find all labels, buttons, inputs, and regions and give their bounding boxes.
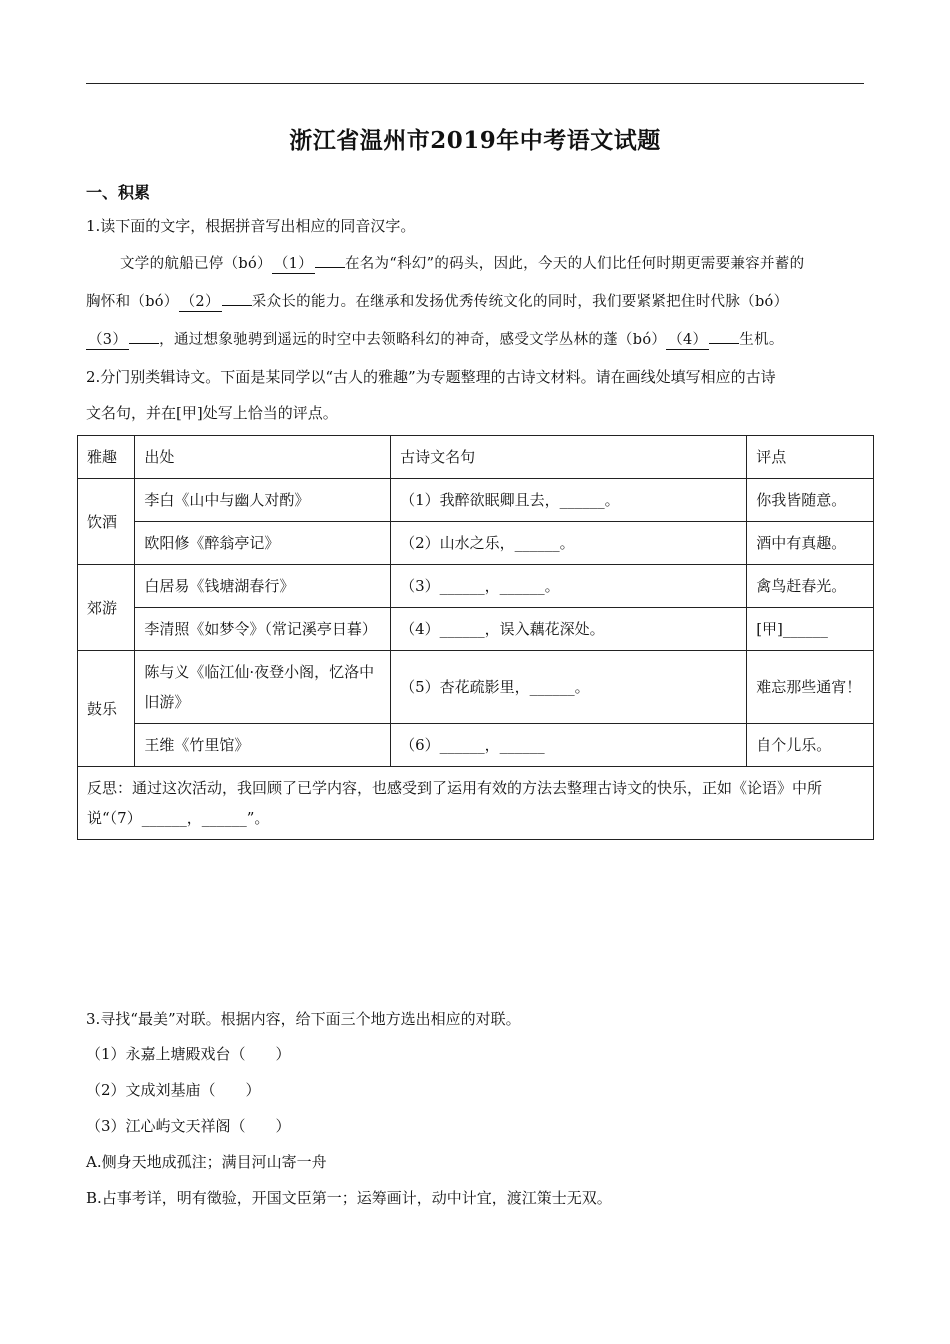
source-cell: 李白《山中与幽人对酌》 <box>135 479 391 522</box>
q3-item: （2）文成刘基庙（ ） <box>86 1081 261 1099</box>
table-header: 评点 <box>747 436 874 479</box>
line-cell: （5）杏花疏影里，______。 <box>391 651 747 724</box>
reflection-cell: 反思：通过这次活动，我回顾了已学内容，也感受到了运用有效的方法去整理古诗文的快乐，正如《论语》中所说“（7）______，______”。 <box>78 767 874 840</box>
q3-prompt: 3.寻找“最美”对联。根据内容，给下面三个地方选出相应的对联。 <box>86 1010 521 1028</box>
table-row <box>78 522 874 565</box>
source-cell: 李清照《如梦令》（常记溪亭日暮） <box>135 608 391 651</box>
q3-option-b: B.占事考详，明有徵验，开国文臣第一；运筹画计，动中计宜，渡江策士无双。 <box>86 1189 612 1207</box>
q3-option-a: A.侧身天地成孤注；满目河山寄一舟 <box>86 1153 327 1171</box>
poem-table <box>77 435 874 840</box>
comment-cell: 酒中有真趣。 <box>747 522 874 565</box>
table-header-row <box>78 436 874 479</box>
comment-cell: 自个儿乐。 <box>747 724 874 767</box>
table-header: 出处 <box>135 436 391 479</box>
comment-cell: 难忘那些通宵！ <box>747 651 874 724</box>
table-row <box>78 724 874 767</box>
source-cell: 白居易《钱塘湖春行》 <box>135 565 391 608</box>
q1-passage-line3: （3） ，通过想象驰骋到遥远的时空中去领略科幻的神奇，感受文学丛林的蓬（bó） （4） 生机。 <box>86 328 866 350</box>
line-cell: （6）______，______ <box>391 724 747 767</box>
source-cell: 陈与义《临江仙·夜登小阁，忆洛中旧游》 <box>135 651 391 724</box>
table-row <box>78 565 874 608</box>
blank-3: （3） <box>86 328 129 350</box>
q1-prompt: 1.读下面的文字，根据拼音写出相应的同音汉字。 <box>86 217 416 235</box>
source-cell: 欧阳修《醉翁亭记》 <box>135 522 391 565</box>
line-cell: （2）山水之乐，______。 <box>391 522 747 565</box>
section-heading: 一、积累 <box>86 183 151 202</box>
comment-cell: 禽鸟赶春光。 <box>747 565 874 608</box>
q2-prompt-line1: 2.分门别类辑诗文。下面是某同学以“古人的雅趣”为专题整理的古诗文材料。请在画线处填写相应的古诗 <box>86 368 776 386</box>
blank-4: （4） <box>666 328 709 350</box>
table-row <box>78 479 874 522</box>
line-cell: （3）______，______。 <box>391 565 747 608</box>
table-header: 雅趣 <box>78 436 135 479</box>
table-header: 古诗文名句 <box>391 436 747 479</box>
source-cell: 王维《竹里馆》 <box>135 724 391 767</box>
q1-passage-line2: 胸怀和（bó） （2） 采众长的能力。在继承和发扬优秀传统文化的同时，我们要紧紧把住时代脉（bó） <box>86 290 866 312</box>
table-row <box>78 651 874 724</box>
comment-cell: [甲]______ <box>747 608 874 651</box>
category-cell: 饮酒 <box>78 479 135 565</box>
category-cell: 郊游 <box>78 565 135 651</box>
line-cell: （1）我醉欲眠卿且去，______。 <box>391 479 747 522</box>
q3-item: （3）江心屿文天祥阁（ ） <box>86 1117 291 1135</box>
q1-passage-line1: 文学的航船已停（bó） （1） 在名为“科幻”的码头，因此，今天的人们比任何时期更需要兼容并蓄的 <box>120 252 866 274</box>
category-cell: 鼓乐 <box>78 651 135 767</box>
comment-cell: 你我皆随意。 <box>747 479 874 522</box>
q3-item: （1）永嘉上塘殿戏台（ ） <box>86 1045 291 1063</box>
table-row <box>78 767 874 840</box>
blank-1: （1） <box>272 252 315 274</box>
table-row <box>78 608 874 651</box>
blank-2: （2） <box>179 290 222 312</box>
header-rule <box>86 83 864 84</box>
q2-prompt-line2: 文名句，并在[甲]处写上恰当的评点。 <box>86 404 338 422</box>
line-cell: （4）______，误入藕花深处。 <box>391 608 747 651</box>
page-title: 浙江省温州市2019年中考语文试题 <box>289 127 661 154</box>
